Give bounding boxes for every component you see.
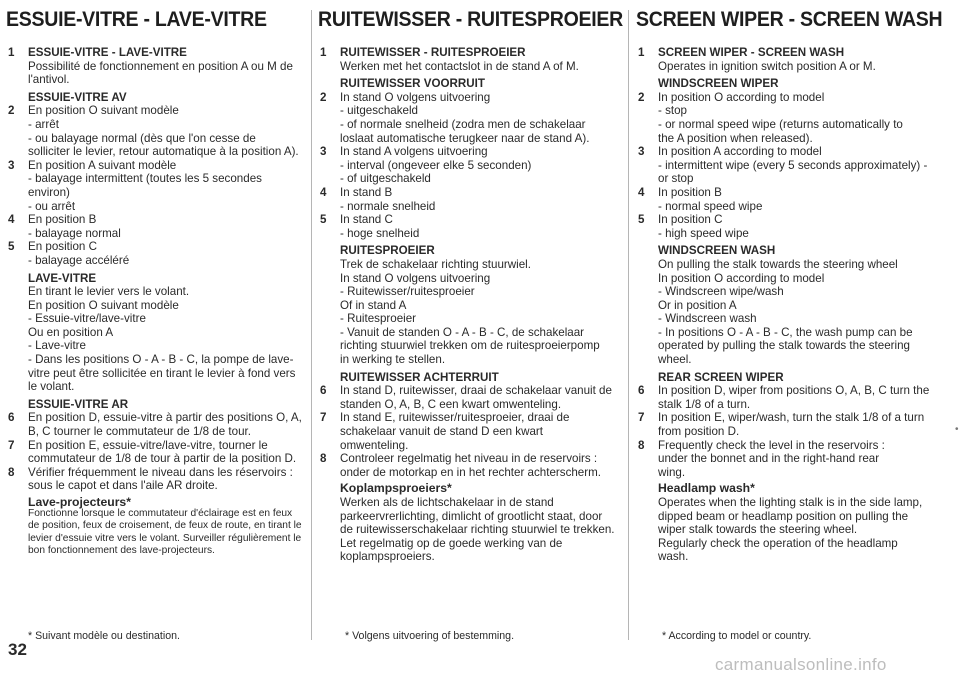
page-number: 32 xyxy=(8,640,27,659)
en-footnote: * According to model or country. xyxy=(662,630,812,642)
fr-item-4: 4 En position B - balayage normal xyxy=(8,213,121,240)
fr-item-6: ESSUIE-VITRE AR xyxy=(28,397,129,411)
fr-item-7: 7 En position E, essuie-vitre/lave-vitre, tourner le commutateur de 1/8 de tour à partir de la position D. xyxy=(8,438,297,466)
watermark: carmanualsonline.info xyxy=(715,655,887,674)
en-item-6: REAR SCREEN WIPER xyxy=(658,370,784,384)
nl-item-4: 4 In stand B - normale snelheid xyxy=(320,185,436,213)
nl-item-6: RUITEWISSER ACHTERRUIT xyxy=(340,370,499,384)
nl-item-5: 5 In stand C - hoge snelheid xyxy=(320,213,420,240)
fr-footnote: * Suivant modèle ou destination. xyxy=(28,630,180,642)
dutch-column: RUITEWISSER - RUITESPROEIER 1 RUITEWISSER - RUITESPROEIER Werken met het contactslot in de stand A of M. RUITEWISSER VOORRUIT 2 In stand O volgens uitvoering - uitgeschakeld - of normale snelheid (zodra men de schakelaar loslaat automatische terugkeer naar de stand A). 3 In stand A volgens uitvoering - interval (ongeveer elke 5 seconden) - of uitgeschakeld 4 In stand B - normale snelheid 5 In stand C - hoge snelheid RUITESPROEIER Trek de schakelaar richting stuurwiel. In stand O volgens uitvoering - Ruitewisser/ruitesproeier Of in stand A - Ruitesproeier - Vanuit de standen O - A - B - C, de schakelaar richting stuurwiel trekken om de ruitesproeierpomp in werking te stellen. RUITEWISSER ACHTERRUIT 6 In stand D, ruitewisser, draai de schakelaar vanuit de standen O, A, B, C een kwart omwenteling. 7 In stand E, ruitewisser/ruitesproeier, draai de schakelaar vanuit de stand D een kwart omwenteling. 8 Controleer regelmatig het niveau in de reservoirs : onder de motorkap en in het rechter achterscherm. Koplampsproeiers* Werken als de lichtschakelaar in de stand parkeervrerlichting, dimlicht of grootlicht staat, door de ruitewisserschakelaar richting stuurwiel te trekken. Let regelmatig op de goede werking van de koplampsproeiers. xyxy=(318,8,623,564)
en-item-2: WINDSCREEN WIPER xyxy=(658,77,779,91)
en-item-7: 7 In position E, wiper/wash, turn the stalk 1/8 of a turn from position D. xyxy=(638,411,925,439)
fr-lave-projecteurs: Lave-projecteurs* Fonctionne lorsque le commutateur d'éclairage est en feux de position, feux de croisement, de feux de route, en tirant le levier d'essuie vitre vers le volant. Surveiller régulièrement le bon fonctionnement des lave-projecteurs. xyxy=(28,495,302,556)
column-divider xyxy=(628,10,629,640)
fr-item-3: 3 En position A suivant modèle - balayage intermittent (toutes les 5 secondes environ) - ou arrêt xyxy=(8,158,262,213)
en-item-5: 5 In position C - high speed wipe xyxy=(638,213,749,240)
nl-title: RUITEWISSER - RUITESPROEIER xyxy=(318,8,623,31)
en-title: SCREEN WIPER - SCREEN WASH xyxy=(636,8,943,31)
nl-item-3: 3 In stand A volgens uitvoering - interval (ongeveer elke 5 seconden) - of uitgeschakeld xyxy=(320,145,532,186)
en-item-8: 8 Frequently check the level in the reservoirs : under the bonnet and in the right-hand rear wing. xyxy=(638,438,885,479)
en-item-4: 4 In position B - normal speed wipe xyxy=(638,185,763,213)
nl-koplampsproeiers: Koplampsproeiers* Werken als de lichtschakelaar in de stand parkeervrerlichting, dimlicht of grootlicht staat, door de ruitewisserschakelaar richting stuurwiel te trekken. Let regelmatig op de goede werking van de koplampsproeiers. xyxy=(340,481,615,564)
fr-item-2: ESSUIE-VITRE AV xyxy=(28,90,127,104)
column-divider xyxy=(311,10,312,640)
fr-item-5: 5 En position C - balayage accéléré xyxy=(8,240,130,267)
nl-item-7: 7 In stand E, ruitewisser/ruitesproeier, draai de schakelaar vanuit de stand D een kwart omwenteling. xyxy=(320,411,570,452)
nl-item-1: 1 RUITEWISSER - RUITESPROEIER Werken met het contactslot in de stand A of M. xyxy=(320,46,579,73)
fr-lave-vitre: LAVE-VITRE En tirant le levier vers le volant. En position O suivant modèle - Essuie-vitre/lave-vitre Ou en position A - Lave-vitre - Dans les positions O - A - B - C, la pompe de lave- vitre peut être sollicitée en tirant le levier à fond vers le volant. xyxy=(28,271,296,394)
en-item-3: 3 In position A according to model - intermittent wipe (every 5 seconds approximately) - or stop xyxy=(638,145,928,186)
nl-item-2: RUITEWISSER VOORRUIT xyxy=(340,77,485,91)
en-windscreen-wash: WINDSCREEN WASH On pulling the stalk towards the steering wheel In position O according to model - Windscreen wipe/wash Or in position A - Windscreen wash - In positions O - A - B - C, the wash pump can be operated by pulling the stalk towards the steering wheel. xyxy=(658,244,913,367)
fr-item-1: 1 ESSUIE-VITRE - LAVE-VITRE Possibilité de fonctionnement en position A ou M de l'antivol. xyxy=(8,46,293,87)
nl-footnote: * Volgens uitvoering of bestemming. xyxy=(345,630,515,642)
en-headlamp-wash: Headlamp wash* Operates when the lighting stalk is in the side lamp, dipped beam or headlamp position on pulling the wiper stalk towards the steering wheel. Regularly check the operation of the headlamp wash. xyxy=(658,481,923,564)
fr-item-8: 8 Vérifier fréquemment le niveau dans les réservoirs : sous le capot et dans l'aile AR droite. xyxy=(8,465,293,493)
en-item-1: 1 SCREEN WIPER - SCREEN WASH Operates in ignition switch position A or M. xyxy=(638,46,876,73)
nl-item-8: 8 Controleer regelmatig het niveau in de reservoirs : onder de motorkap en in het rechter achterscherm. xyxy=(320,452,601,479)
fr-title: ESSUIE-VITRE - LAVE-VITRE xyxy=(6,8,267,31)
french-column: ESSUIE-VITRE - LAVE-VITRE 1 ESSUIE-VITRE - LAVE-VITRE Possibilité de fonctionnement en position A ou M de l'antivol. ESSUIE-VITRE AV 2 En position O suivant modèle - arrêt - ou balayage normal (dès que l'on cesse de solliciter le levier, retour automatique à la position A). 3 En position A suivant modèle - balayage intermittent (toutes les 5 secondes environ) - ou arrêt 4 En position B - balayage normal 5 En position C - balayage accéléré LAVE-VITRE En tirant le levier vers le volant. En position O suivant modèle - Essuie-vitre/lave-vitre Ou en position A - Lave-vitre - Dans les positions O - A - B - C, la pompe de lave- vitre peut être sollicitée en tirant le levier à fond vers le volant. ESSUIE-VITRE AR 6 En position D, essuie-vitre à partir des positions O, A, B, C tourner le commutateur de 1/8 de tour. 7 En position E, essuie-vitre/lave-vitre, tourner le commutateur de 1/8 de tour à partir de la position D. 8 Vérifier fréquemment le niveau dans les réservoirs : sous le capot et dans l'aile AR droite. Lave-projecteurs* Fonctionne lorsque le commutateur d'éclairage est en feux de position, feux de croisement, de feux de route, en tirant le levier d'essuie vitre vers le volant. Surveiller régulièrement le bon fonctionnement des lave-projecteurs. xyxy=(6,8,306,557)
nl-ruitesproeier: RUITESPROEIER Trek de schakelaar richting stuurwiel. In stand O volgens uitvoering - Ruitewisser/ruitesproeier Of in stand A - Ruitesproeier - Vanuit de standen O - A - B - C, de schakelaar richting stuurwiel trekken om de ruitesproeierpomp in werking te stellen. xyxy=(340,244,600,367)
english-column: SCREEN WIPER - SCREEN WASH 1 SCREEN WIPER - SCREEN WASH Operates in ignition switch position A or M. WINDSCREEN WIPER 2 In position O according to model - stop - or normal speed wipe (returns automatically to the A position when released). 3 In position A according to model - intermittent wipe (every 5 seconds approximately) - or stop 4 In position B - normal speed wipe 5 In position C - high speed wipe WINDSCREEN WASH On pulling the stalk towards the steering wheel In position O according to model - Windscreen wipe/wash Or in position A - Windscreen wash - In positions O - A - B - C, the wash pump can be operated by pulling the stalk towards the steering wheel. REAR SCREEN WIPER 6 In position D, wiper from positions O, A, B, C turn the stalk 1/8 of a turn. 7 In position E, wiper/wash, turn the stalk 1/8 of a turn from position D. 8 Frequently check the level in the reservoirs : under the bonnet and in the right-hand rear wing. Headlamp wash* Operates when the lighting stalk is in the side lamp, dipped beam or headlamp position on pulling the wiper stalk towards the steering wheel. Regularly check the operation of the headlamp wash. xyxy=(636,8,943,564)
margin-mark: • xyxy=(955,424,959,435)
